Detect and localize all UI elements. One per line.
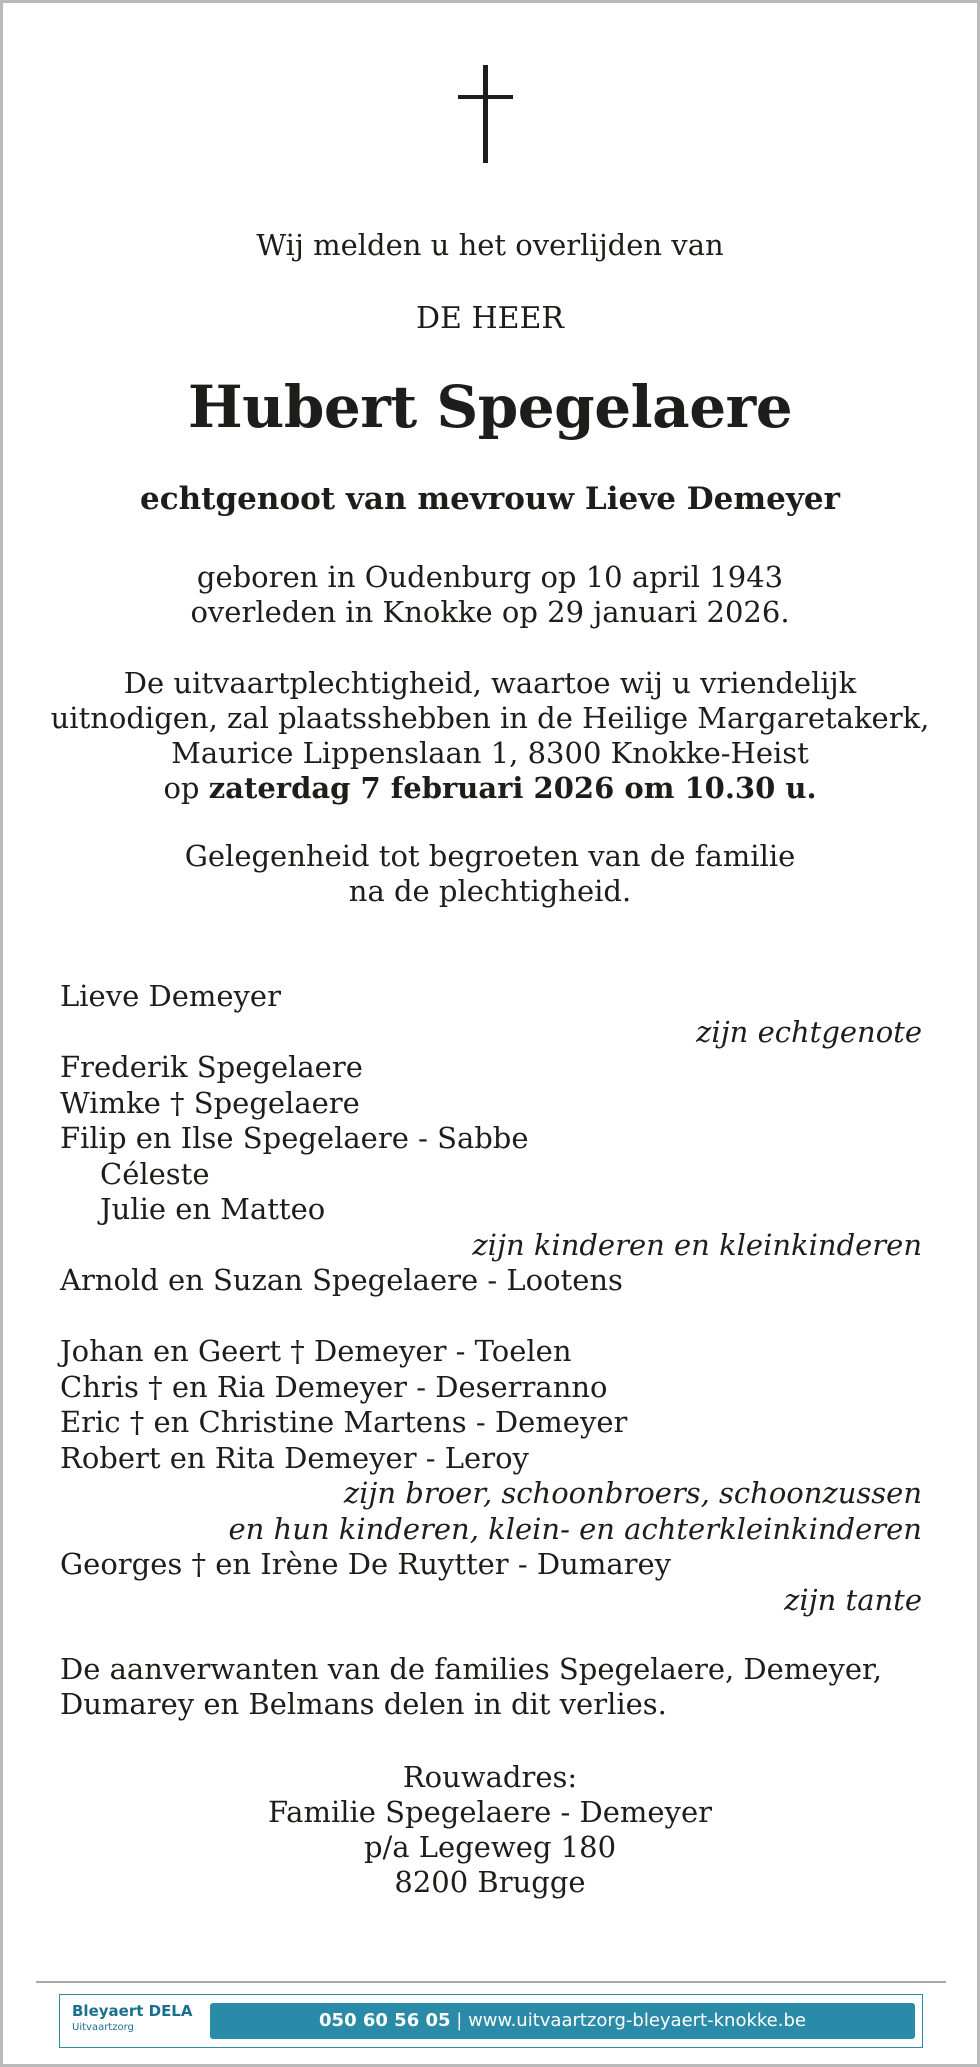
relation-label: zijn echtgenote <box>696 1014 922 1049</box>
honorific: DE HEER <box>415 301 565 336</box>
family-member: Arnold en Suzan Spegelaere - Lootens <box>60 1263 623 1297</box>
obituary-card <box>3 3 977 2064</box>
separator: | <box>450 2010 469 2031</box>
spouse-line: echtgenoot van mevrouw Lieve Demeyer <box>140 481 840 517</box>
address-line: p/a Legeweg 180 <box>363 1830 617 1864</box>
family-member: Julie en Matteo <box>100 1192 326 1226</box>
family-member: Eric † en Christine Martens - Demeyer <box>60 1405 628 1439</box>
deceased-name: Hubert Spegelaere <box>187 373 793 441</box>
family-member: Johan en Geert † Demeyer - Toelen <box>60 1334 572 1368</box>
relation-label: zijn tante <box>784 1582 922 1617</box>
website-link[interactable]: www.uitvaartzorg-bleyaert-knokke.be <box>468 2010 806 2031</box>
condolence-line: na de plechtigheid. <box>348 874 632 908</box>
contact-bar <box>210 2003 915 2039</box>
family-member: Lieve Demeyer <box>60 979 281 1013</box>
address-label: Rouwadres: <box>402 1760 578 1794</box>
family-member: Wimke † Spegelaere <box>60 1085 360 1120</box>
cross-icon <box>458 65 513 163</box>
family-member: Robert en Rita Demeyer - Leroy <box>60 1440 529 1475</box>
died-line: overleden in Knokke op 29 januari 2026. <box>190 595 790 629</box>
intro-text: Wij melden u het overlijden van <box>256 228 724 262</box>
family-member: Frederik Spegelaere <box>60 1050 363 1084</box>
born-line: geboren in Oudenburg op 10 april 1943 <box>196 560 784 594</box>
funeral-line: uitnodigen, zal plaatsshebben in de Heilige Margaretakerk, <box>50 701 930 735</box>
relation-label: zijn broer, schoonbroers, schoonzussen <box>343 1476 922 1510</box>
relation-label: en hun kinderen, klein- en achterkleinkinderen <box>228 1511 922 1546</box>
family-member: Chris † en Ria Demeyer - Deserranno <box>60 1369 608 1404</box>
condolence-line: Gelegenheid tot begroeten van de familie <box>184 839 796 873</box>
relation-label: zijn kinderen en kleinkinderen <box>472 1227 922 1262</box>
phone-number[interactable]: 050 60 56 05 <box>319 2010 451 2031</box>
logo-subtitle: Uitvaartzorg <box>72 2022 134 2033</box>
footer-divider <box>36 1981 946 1983</box>
funeral-date: zaterdag 7 februari 2026 om 10.30 u. <box>208 771 817 805</box>
family-member: Georges † en Irène De Ruytter - Dumarey <box>60 1547 672 1581</box>
mourning-address <box>3 1760 977 1900</box>
funeral-details <box>3 666 977 806</box>
funeral-line: De uitvaartplechtigheid, waartoe wij u vriendelijk <box>123 666 857 700</box>
funeral-date-prefix: op <box>163 771 209 805</box>
life-dates <box>3 560 977 630</box>
relatives-line: De aanverwanten van de families Spegelaere, Demeyer, <box>60 1652 882 1686</box>
address-line: 8200 Brugge <box>394 1865 586 1899</box>
relatives-note <box>60 1652 940 1722</box>
address-line: Familie Spegelaere - Demeyer <box>268 1795 712 1829</box>
funeral-home-logo <box>72 2002 192 2033</box>
funeral-date-line <box>3 771 977 806</box>
family-list <box>60 979 922 1618</box>
spacer <box>60 1299 922 1335</box>
logo-brand: Bleyaert DELA <box>72 2002 193 2020</box>
relatives-line: Dumarey en Belmans delen in dit verlies. <box>60 1687 667 1721</box>
funeral-home-footer <box>59 1994 923 2048</box>
funeral-line: Maurice Lippenslaan 1, 8300 Knokke-Heist <box>171 736 809 770</box>
condolence-info <box>3 839 977 909</box>
family-member: Filip en Ilse Spegelaere - Sabbe <box>60 1121 529 1155</box>
family-member: Céleste <box>100 1156 210 1191</box>
